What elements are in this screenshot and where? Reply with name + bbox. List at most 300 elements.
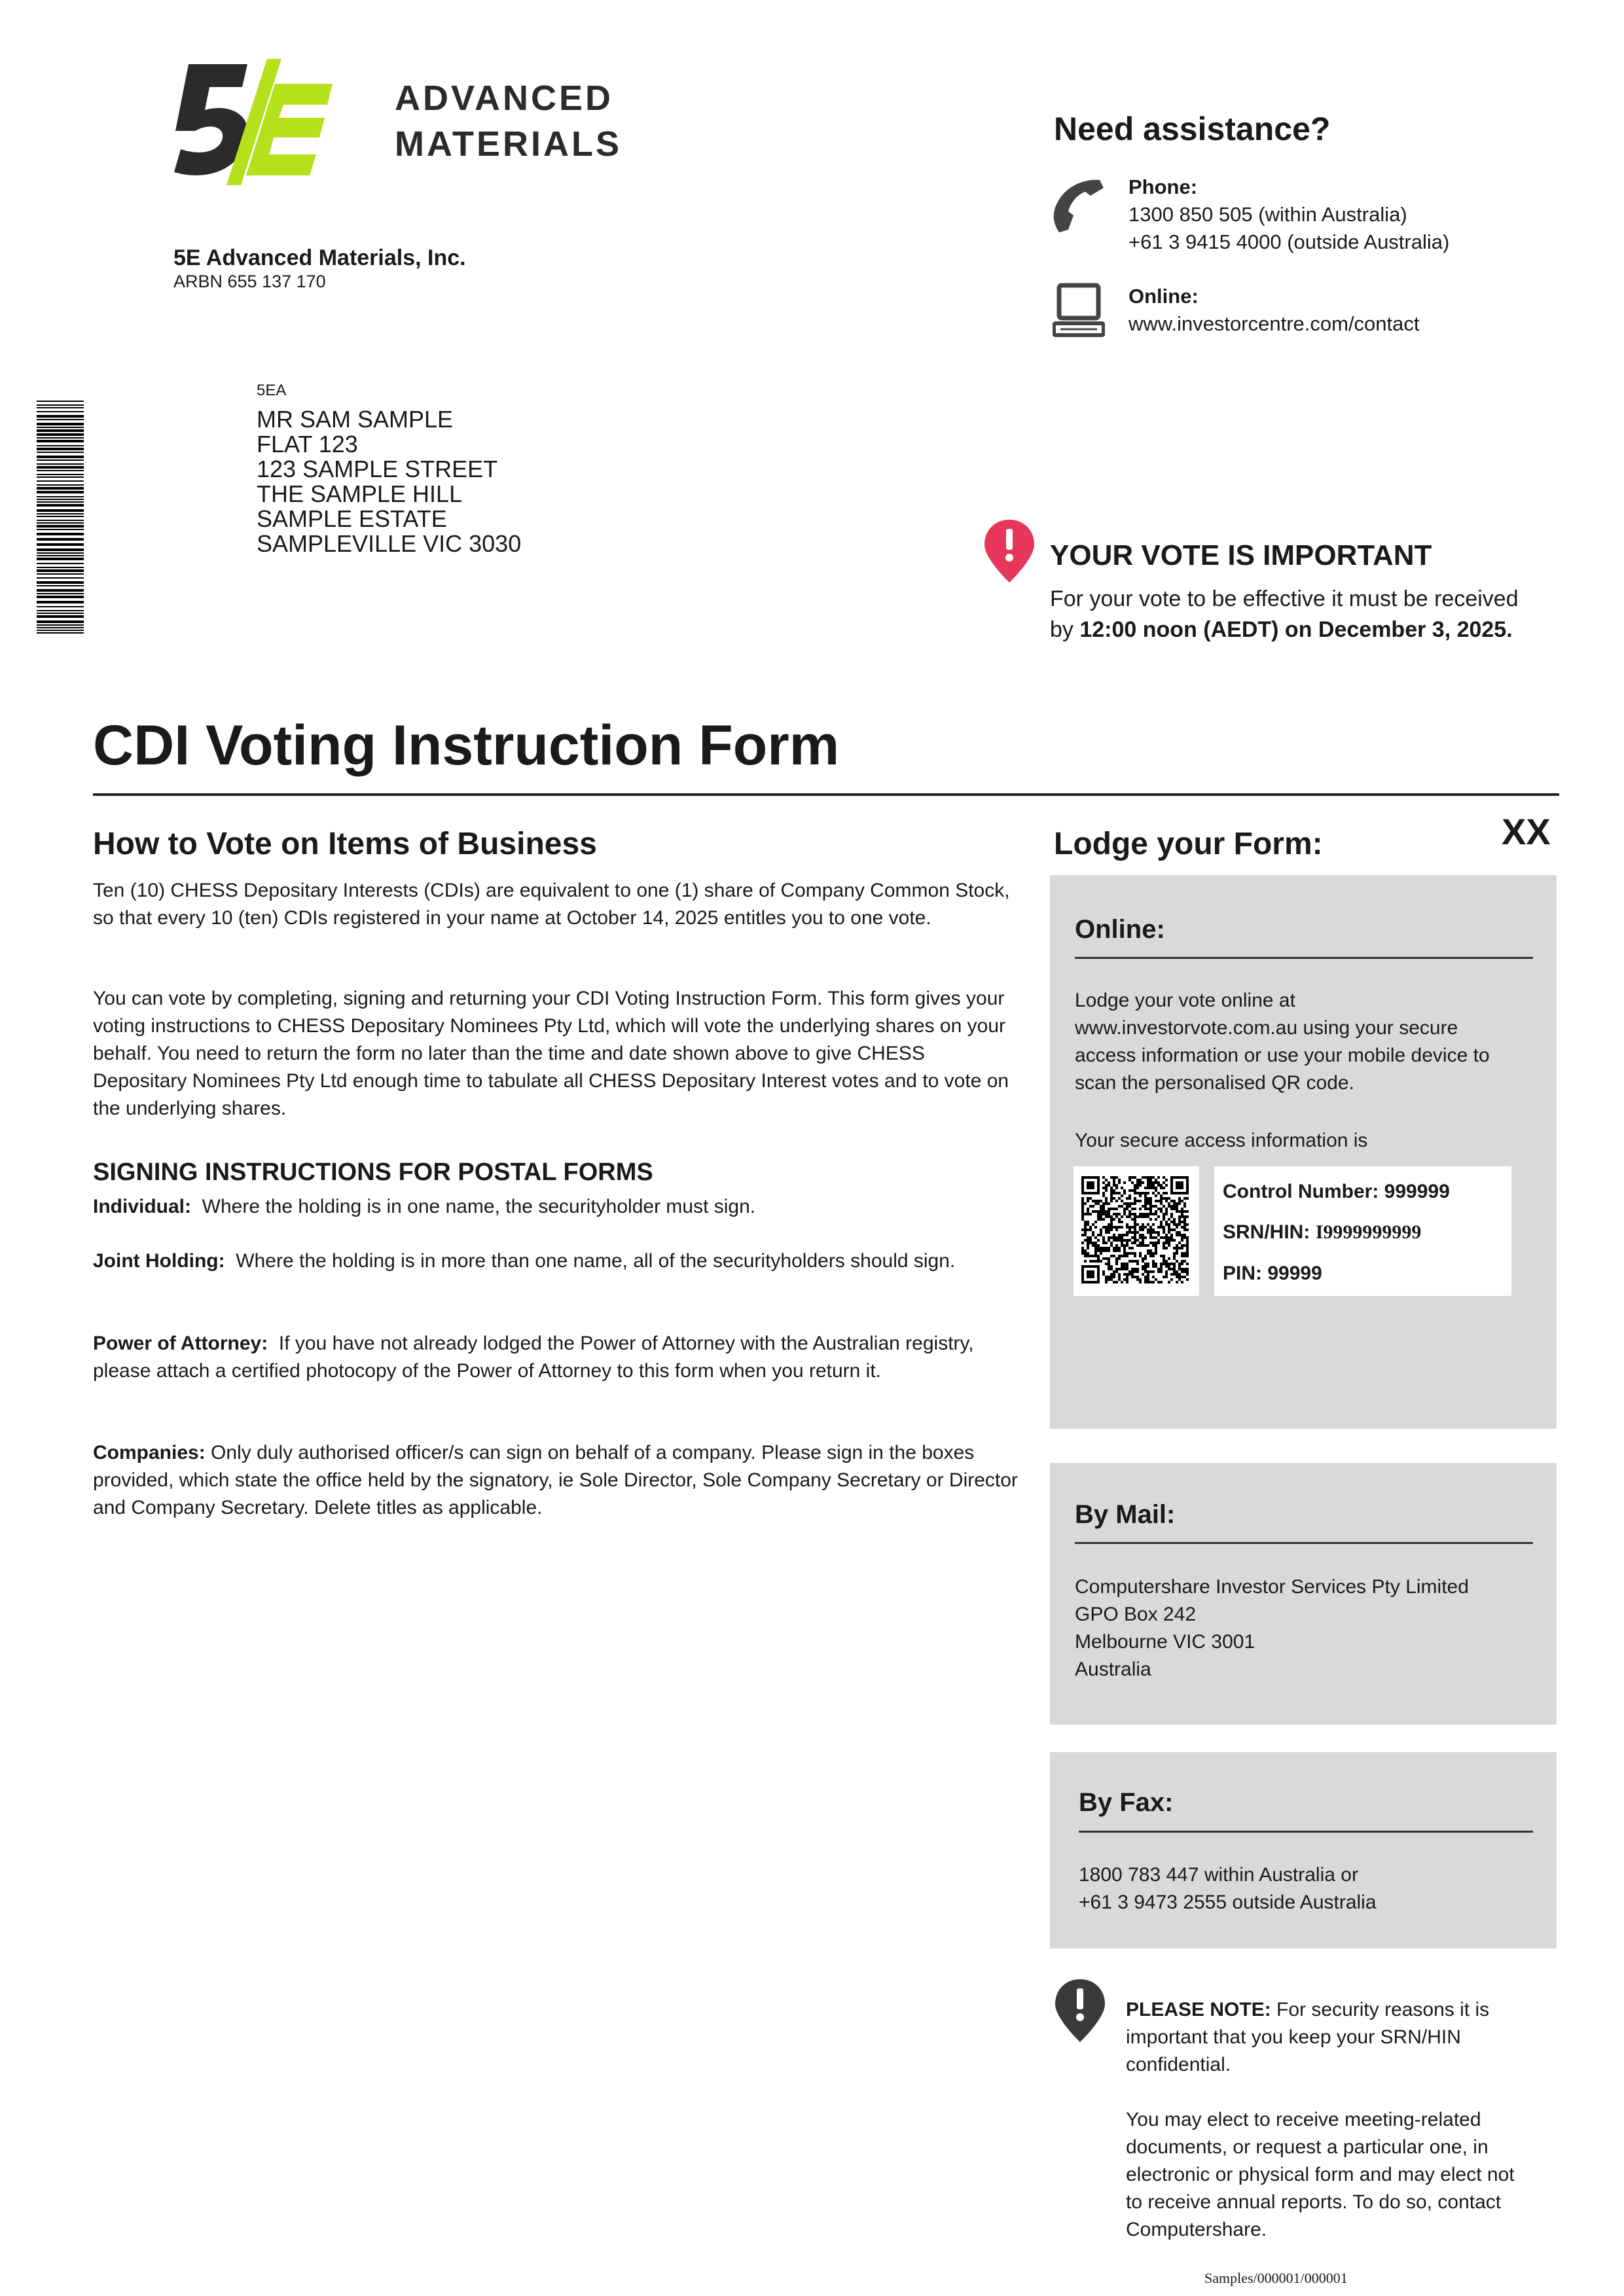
qr-module (1170, 1208, 1173, 1210)
barcode-bar (37, 520, 84, 521)
qr-module (1102, 1257, 1105, 1260)
qr-module (1087, 1221, 1089, 1223)
qr-module (1149, 1184, 1152, 1187)
document-election-paragraph: You may elect to receive meeting-related documents, or request a particular one, in electronic or physical form and may elect not to receive annual reports. To do so, contact Computershare. (1126, 2109, 1515, 2240)
qr-module (1178, 1231, 1181, 1234)
qr-module (1165, 1197, 1168, 1200)
qr-module (1113, 1184, 1115, 1187)
qr-module (1094, 1247, 1097, 1249)
qr-module (1115, 1208, 1118, 1210)
qr-module (1163, 1181, 1165, 1184)
signing-item-joint (93, 1247, 1022, 1275)
qr-module (1126, 1273, 1128, 1276)
lodge-fax-panel (1050, 1752, 1557, 1948)
qr-module (1094, 1226, 1097, 1229)
qr-module (1108, 1276, 1110, 1278)
qr-module (1131, 1276, 1134, 1278)
qr-module (1100, 1210, 1102, 1213)
qr-module (1170, 1213, 1173, 1215)
qr-module (1173, 1268, 1176, 1270)
qr-module (1183, 1252, 1186, 1255)
qr-module (1183, 1234, 1186, 1236)
qr-module (1152, 1265, 1155, 1268)
qr-module (1147, 1223, 1149, 1226)
qr-module (1152, 1260, 1155, 1263)
qr-module (1110, 1189, 1113, 1192)
mail-address-line: Computershare Investor Services Pty Limited (1075, 1576, 1469, 1598)
qr-module (1134, 1187, 1136, 1189)
qr-module (1128, 1213, 1131, 1215)
qr-module (1134, 1231, 1136, 1234)
logo-text-materials: MATERIALS (395, 124, 622, 164)
qr-module (1121, 1226, 1123, 1229)
qr-module (1155, 1213, 1157, 1215)
qr-module (1144, 1205, 1147, 1208)
qr-module (1110, 1273, 1113, 1276)
qr-module (1123, 1213, 1126, 1215)
qr-module (1087, 1236, 1089, 1239)
qr-module (1155, 1247, 1157, 1249)
qr-module (1144, 1176, 1147, 1179)
qr-module (1089, 1239, 1092, 1242)
qr-module (1118, 1226, 1121, 1229)
qr-module (1108, 1208, 1110, 1210)
qr-module (1178, 1273, 1181, 1276)
qr-module (1165, 1276, 1168, 1278)
qr-module (1176, 1247, 1178, 1249)
qr-module (1115, 1239, 1118, 1242)
qr-module (1149, 1200, 1152, 1202)
qr-module (1131, 1218, 1134, 1221)
qr-module (1113, 1218, 1115, 1221)
qr-module (1168, 1239, 1170, 1242)
qr-module (1097, 1202, 1100, 1205)
qr-module (1121, 1221, 1123, 1223)
qr-module (1183, 1218, 1186, 1221)
qr-module (1134, 1215, 1136, 1218)
qr-module (1110, 1187, 1113, 1189)
qr-finder (1176, 1181, 1183, 1189)
qr-module (1110, 1197, 1113, 1200)
qr-module (1168, 1236, 1170, 1239)
logo-text-advanced: ADVANCED (395, 79, 614, 118)
qr-module (1110, 1223, 1113, 1226)
qr-module (1173, 1239, 1176, 1242)
qr-module (1108, 1226, 1110, 1229)
qr-module (1165, 1213, 1168, 1215)
qr-module (1157, 1268, 1160, 1270)
qr-module (1183, 1255, 1186, 1257)
qr-module (1084, 1229, 1087, 1231)
qr-module (1152, 1244, 1155, 1247)
qr-module (1186, 1268, 1189, 1270)
qr-module (1181, 1260, 1183, 1263)
qr-module (1089, 1229, 1092, 1231)
qr-module (1110, 1221, 1113, 1223)
qr-module (1108, 1263, 1110, 1265)
qr-module (1108, 1213, 1110, 1215)
qr-module (1105, 1276, 1108, 1278)
qr-module (1118, 1181, 1121, 1184)
qr-module (1155, 1200, 1157, 1202)
qr-module (1139, 1215, 1142, 1218)
qr-module (1170, 1236, 1173, 1239)
barcode-bar (37, 563, 84, 564)
qr-module (1160, 1270, 1163, 1273)
qr-module (1108, 1202, 1110, 1205)
qr-module (1105, 1202, 1108, 1205)
qr-module (1115, 1229, 1118, 1231)
qr-module (1176, 1231, 1178, 1234)
qr-module (1105, 1257, 1108, 1260)
barcode-bar (37, 516, 84, 517)
qr-module (1128, 1176, 1131, 1179)
qr-module (1110, 1229, 1113, 1231)
qr-module (1134, 1234, 1136, 1236)
qr-module (1084, 1239, 1087, 1242)
qr-module (1134, 1268, 1136, 1270)
qr-module (1160, 1255, 1163, 1257)
qr-module (1110, 1192, 1113, 1194)
qr-module (1105, 1179, 1108, 1181)
qr-module (1147, 1263, 1149, 1265)
qr-module (1123, 1278, 1126, 1281)
qr-module (1105, 1187, 1108, 1189)
qr-module (1097, 1255, 1100, 1257)
qr-module (1147, 1202, 1149, 1205)
qr-module (1118, 1247, 1121, 1249)
qr-module (1134, 1197, 1136, 1200)
qr-module (1134, 1208, 1136, 1210)
qr-module (1105, 1281, 1108, 1283)
barcode-bar (37, 567, 84, 568)
qr-module (1181, 1263, 1183, 1265)
qr-module (1157, 1270, 1160, 1273)
qr-module (1163, 1226, 1165, 1229)
qr-module (1157, 1200, 1160, 1202)
qr-module (1118, 1179, 1121, 1181)
qr-module (1178, 1265, 1181, 1268)
qr-module (1097, 1239, 1100, 1242)
qr-module (1131, 1189, 1134, 1192)
security-note (1126, 1996, 1532, 2244)
qr-module (1136, 1263, 1139, 1265)
signing-item-label: Individual: (93, 1196, 191, 1217)
barcode-bar (37, 585, 84, 586)
barcode-bar (37, 593, 84, 594)
qr-module (1108, 1268, 1110, 1270)
qr-module (1128, 1252, 1131, 1255)
qr-module (1113, 1181, 1115, 1184)
qr-module (1160, 1184, 1163, 1187)
qr-module (1128, 1260, 1131, 1263)
qr-module (1155, 1265, 1157, 1268)
qr-module (1084, 1202, 1087, 1205)
qr-module (1163, 1215, 1165, 1218)
qr-module (1102, 1187, 1105, 1189)
qr-module (1149, 1281, 1152, 1283)
qr-module (1178, 1215, 1181, 1218)
qr-module (1126, 1242, 1128, 1244)
qr-module (1139, 1278, 1142, 1281)
qr-module (1147, 1229, 1149, 1231)
qr-module (1084, 1213, 1087, 1215)
barcode-bar (37, 440, 84, 442)
qr-module (1121, 1215, 1123, 1218)
qr-module (1131, 1252, 1134, 1255)
qr-module (1183, 1210, 1186, 1213)
qr-module (1186, 1244, 1189, 1247)
qr-module (1105, 1213, 1108, 1215)
qr-module (1100, 1231, 1102, 1234)
qr-module (1115, 1236, 1118, 1239)
qr-module (1157, 1242, 1160, 1244)
qr-module (1108, 1249, 1110, 1252)
qr-module (1131, 1247, 1134, 1249)
qr-module (1121, 1268, 1123, 1270)
qr-module (1081, 1200, 1084, 1202)
barcode-bar (37, 596, 84, 598)
qr-module (1134, 1221, 1136, 1223)
qr-module (1147, 1265, 1149, 1268)
qr-module (1165, 1208, 1168, 1210)
qr-module (1142, 1257, 1144, 1260)
qr-module (1113, 1234, 1115, 1236)
qr-module (1165, 1234, 1168, 1236)
qr-module (1136, 1184, 1139, 1187)
qr-module (1113, 1197, 1115, 1200)
address-line: THE SAMPLE HILL (257, 480, 463, 507)
qr-module (1142, 1260, 1144, 1263)
qr-module (1113, 1179, 1115, 1181)
qr-module (1092, 1223, 1094, 1226)
vote-notice-title: YOUR VOTE IS IMPORTANT (1050, 539, 1432, 571)
qr-module (1149, 1236, 1152, 1239)
qr-module (1160, 1265, 1163, 1268)
qr-module (1144, 1263, 1147, 1265)
qr-module (1123, 1181, 1126, 1184)
qr-module (1181, 1247, 1183, 1249)
qr-module (1081, 1205, 1084, 1208)
qr-module (1094, 1242, 1097, 1244)
qr-module (1126, 1278, 1128, 1281)
qr-module (1142, 1265, 1144, 1268)
qr-module (1118, 1249, 1121, 1252)
barcode-bar (37, 552, 84, 554)
qr-module (1149, 1270, 1152, 1273)
qr-module (1128, 1179, 1131, 1181)
qr-module (1142, 1242, 1144, 1244)
qr-module (1134, 1189, 1136, 1192)
qr-module (1113, 1247, 1115, 1249)
barcode-bar (37, 419, 84, 420)
barcode-bar (37, 606, 84, 607)
qr-module (1110, 1215, 1113, 1218)
qr-module (1126, 1281, 1128, 1283)
qr-module (1118, 1239, 1121, 1242)
qr-module (1126, 1223, 1128, 1226)
qr-module (1173, 1208, 1176, 1210)
qr-module (1178, 1278, 1181, 1281)
qr-module (1092, 1231, 1094, 1234)
qr-module (1139, 1208, 1142, 1210)
qr-module (1092, 1234, 1094, 1236)
qr-module (1105, 1278, 1108, 1281)
qr-module (1176, 1270, 1178, 1273)
qr-module (1126, 1263, 1128, 1265)
qr-module (1152, 1184, 1155, 1187)
qr-module (1131, 1273, 1134, 1276)
qr-module (1094, 1210, 1097, 1213)
qr-module (1142, 1226, 1144, 1229)
barcode-bar (37, 480, 84, 482)
qr-module (1134, 1176, 1136, 1179)
qr-module (1139, 1181, 1142, 1184)
qr-module (1121, 1234, 1123, 1236)
qr-module (1155, 1249, 1157, 1252)
qr-module (1134, 1202, 1136, 1205)
qr-module (1128, 1229, 1131, 1231)
signing-item-label: Power of Attorney: (93, 1333, 268, 1354)
qr-module (1113, 1249, 1115, 1252)
qr-module (1115, 1257, 1118, 1260)
how-to-vote-paragraph-2: You can vote by completing, signing and returning your CDI Voting Instruction Form. This form gives your voting instructions to CHESS Depositary Nominees Pty Ltd, which will vote the underlying shares on your behalf. You need to return the form no later than the time and date shown above to give CHESS Depositary Nominees Pty Ltd enough time to tabulate all CHESS Depositary Interest votes and to vote on the underlying shares. (93, 988, 1009, 1119)
signing-instructions-heading: SIGNING INSTRUCTIONS FOR POSTAL FORMS (93, 1158, 653, 1186)
qr-module (1152, 1276, 1155, 1278)
qr-module (1105, 1200, 1108, 1202)
qr-module (1087, 1244, 1089, 1247)
qr-module (1186, 1210, 1189, 1213)
qr-module (1134, 1260, 1136, 1263)
qr-module (1110, 1276, 1113, 1278)
qr-module (1128, 1210, 1131, 1213)
qr-module (1160, 1281, 1163, 1283)
qr-module (1092, 1255, 1094, 1257)
qr-module (1113, 1273, 1115, 1276)
qr-module (1178, 1263, 1181, 1265)
qr-module (1110, 1268, 1113, 1270)
qr-code[interactable] (1081, 1176, 1189, 1283)
qr-module (1178, 1221, 1181, 1223)
qr-module (1163, 1247, 1165, 1249)
qr-module (1165, 1247, 1168, 1249)
qr-module (1128, 1202, 1131, 1205)
qr-module (1123, 1252, 1126, 1255)
qr-module (1134, 1192, 1136, 1194)
qr-module (1183, 1202, 1186, 1205)
qr-module (1144, 1192, 1147, 1194)
qr-module (1142, 1223, 1144, 1226)
qr-module (1105, 1210, 1108, 1213)
address-line: MR SAM SAMPLE (257, 406, 454, 433)
qr-module (1142, 1234, 1144, 1236)
qr-module (1160, 1197, 1163, 1200)
qr-module (1105, 1242, 1108, 1244)
qr-module (1115, 1192, 1118, 1194)
qr-module (1139, 1244, 1142, 1247)
barcode-bar (37, 589, 84, 592)
qr-module (1157, 1226, 1160, 1229)
qr-module (1183, 1270, 1186, 1273)
qr-module (1118, 1192, 1121, 1194)
qr-module (1136, 1239, 1139, 1242)
barcode-bar (37, 401, 84, 402)
qr-module (1097, 1215, 1100, 1218)
qr-module (1178, 1197, 1181, 1200)
qr-module (1168, 1265, 1170, 1268)
qr-module (1139, 1234, 1142, 1236)
qr-module (1157, 1234, 1160, 1236)
pin (1223, 1263, 1322, 1285)
qr-module (1163, 1176, 1165, 1179)
qr-module (1160, 1208, 1163, 1210)
mailing-address (257, 407, 521, 556)
online-url[interactable]: www.investorcentre.com/contact (1128, 312, 1420, 335)
qr-module (1142, 1181, 1144, 1184)
barcode-bar (37, 445, 84, 446)
qr-module (1110, 1226, 1113, 1229)
qr-module (1163, 1213, 1165, 1215)
qr-module (1173, 1257, 1176, 1260)
qr-module (1176, 1208, 1178, 1210)
qr-module (1168, 1218, 1170, 1221)
qr-module (1123, 1234, 1126, 1236)
barcode-bar (37, 529, 84, 530)
qr-module (1087, 1200, 1089, 1202)
qr-module (1181, 1226, 1183, 1229)
footer-sample-code: Samples/000001/000001 (1204, 2270, 1348, 2286)
qr-module (1115, 1270, 1118, 1273)
qr-module (1126, 1226, 1128, 1229)
qr-module (1149, 1218, 1152, 1221)
qr-module (1168, 1223, 1170, 1226)
qr-module (1126, 1252, 1128, 1255)
qr-module (1139, 1236, 1142, 1239)
qr-module (1123, 1192, 1126, 1194)
qr-module (1186, 1215, 1189, 1218)
qr-module (1121, 1236, 1123, 1239)
qr-module (1147, 1192, 1149, 1194)
qr-module (1123, 1239, 1126, 1242)
phone-icon (1047, 173, 1106, 239)
srn-hin (1223, 1221, 1421, 1244)
qr-module (1131, 1176, 1134, 1179)
qr-module (1102, 1202, 1105, 1205)
qr-module (1084, 1255, 1087, 1257)
vote-notice-text (1050, 584, 1521, 645)
qr-module (1118, 1273, 1121, 1276)
qr-module (1081, 1234, 1084, 1236)
qr-module (1149, 1181, 1152, 1184)
company-logo (169, 58, 627, 188)
qr-module (1087, 1247, 1089, 1249)
qr-module (1157, 1181, 1160, 1184)
barcode-bar (37, 501, 84, 503)
qr-module (1105, 1226, 1108, 1229)
assistance-title: Need assistance? (1054, 111, 1331, 147)
qr-module (1102, 1210, 1105, 1213)
qr-module (1134, 1226, 1136, 1229)
qr-module (1128, 1247, 1131, 1249)
qr-module (1178, 1234, 1181, 1236)
qr-module (1160, 1187, 1163, 1189)
qr-module (1147, 1231, 1149, 1234)
qr-module (1084, 1226, 1087, 1229)
qr-module (1115, 1260, 1118, 1263)
qr-module (1087, 1252, 1089, 1255)
qr-module (1108, 1231, 1110, 1234)
signing-item-label: Companies: (93, 1442, 206, 1463)
